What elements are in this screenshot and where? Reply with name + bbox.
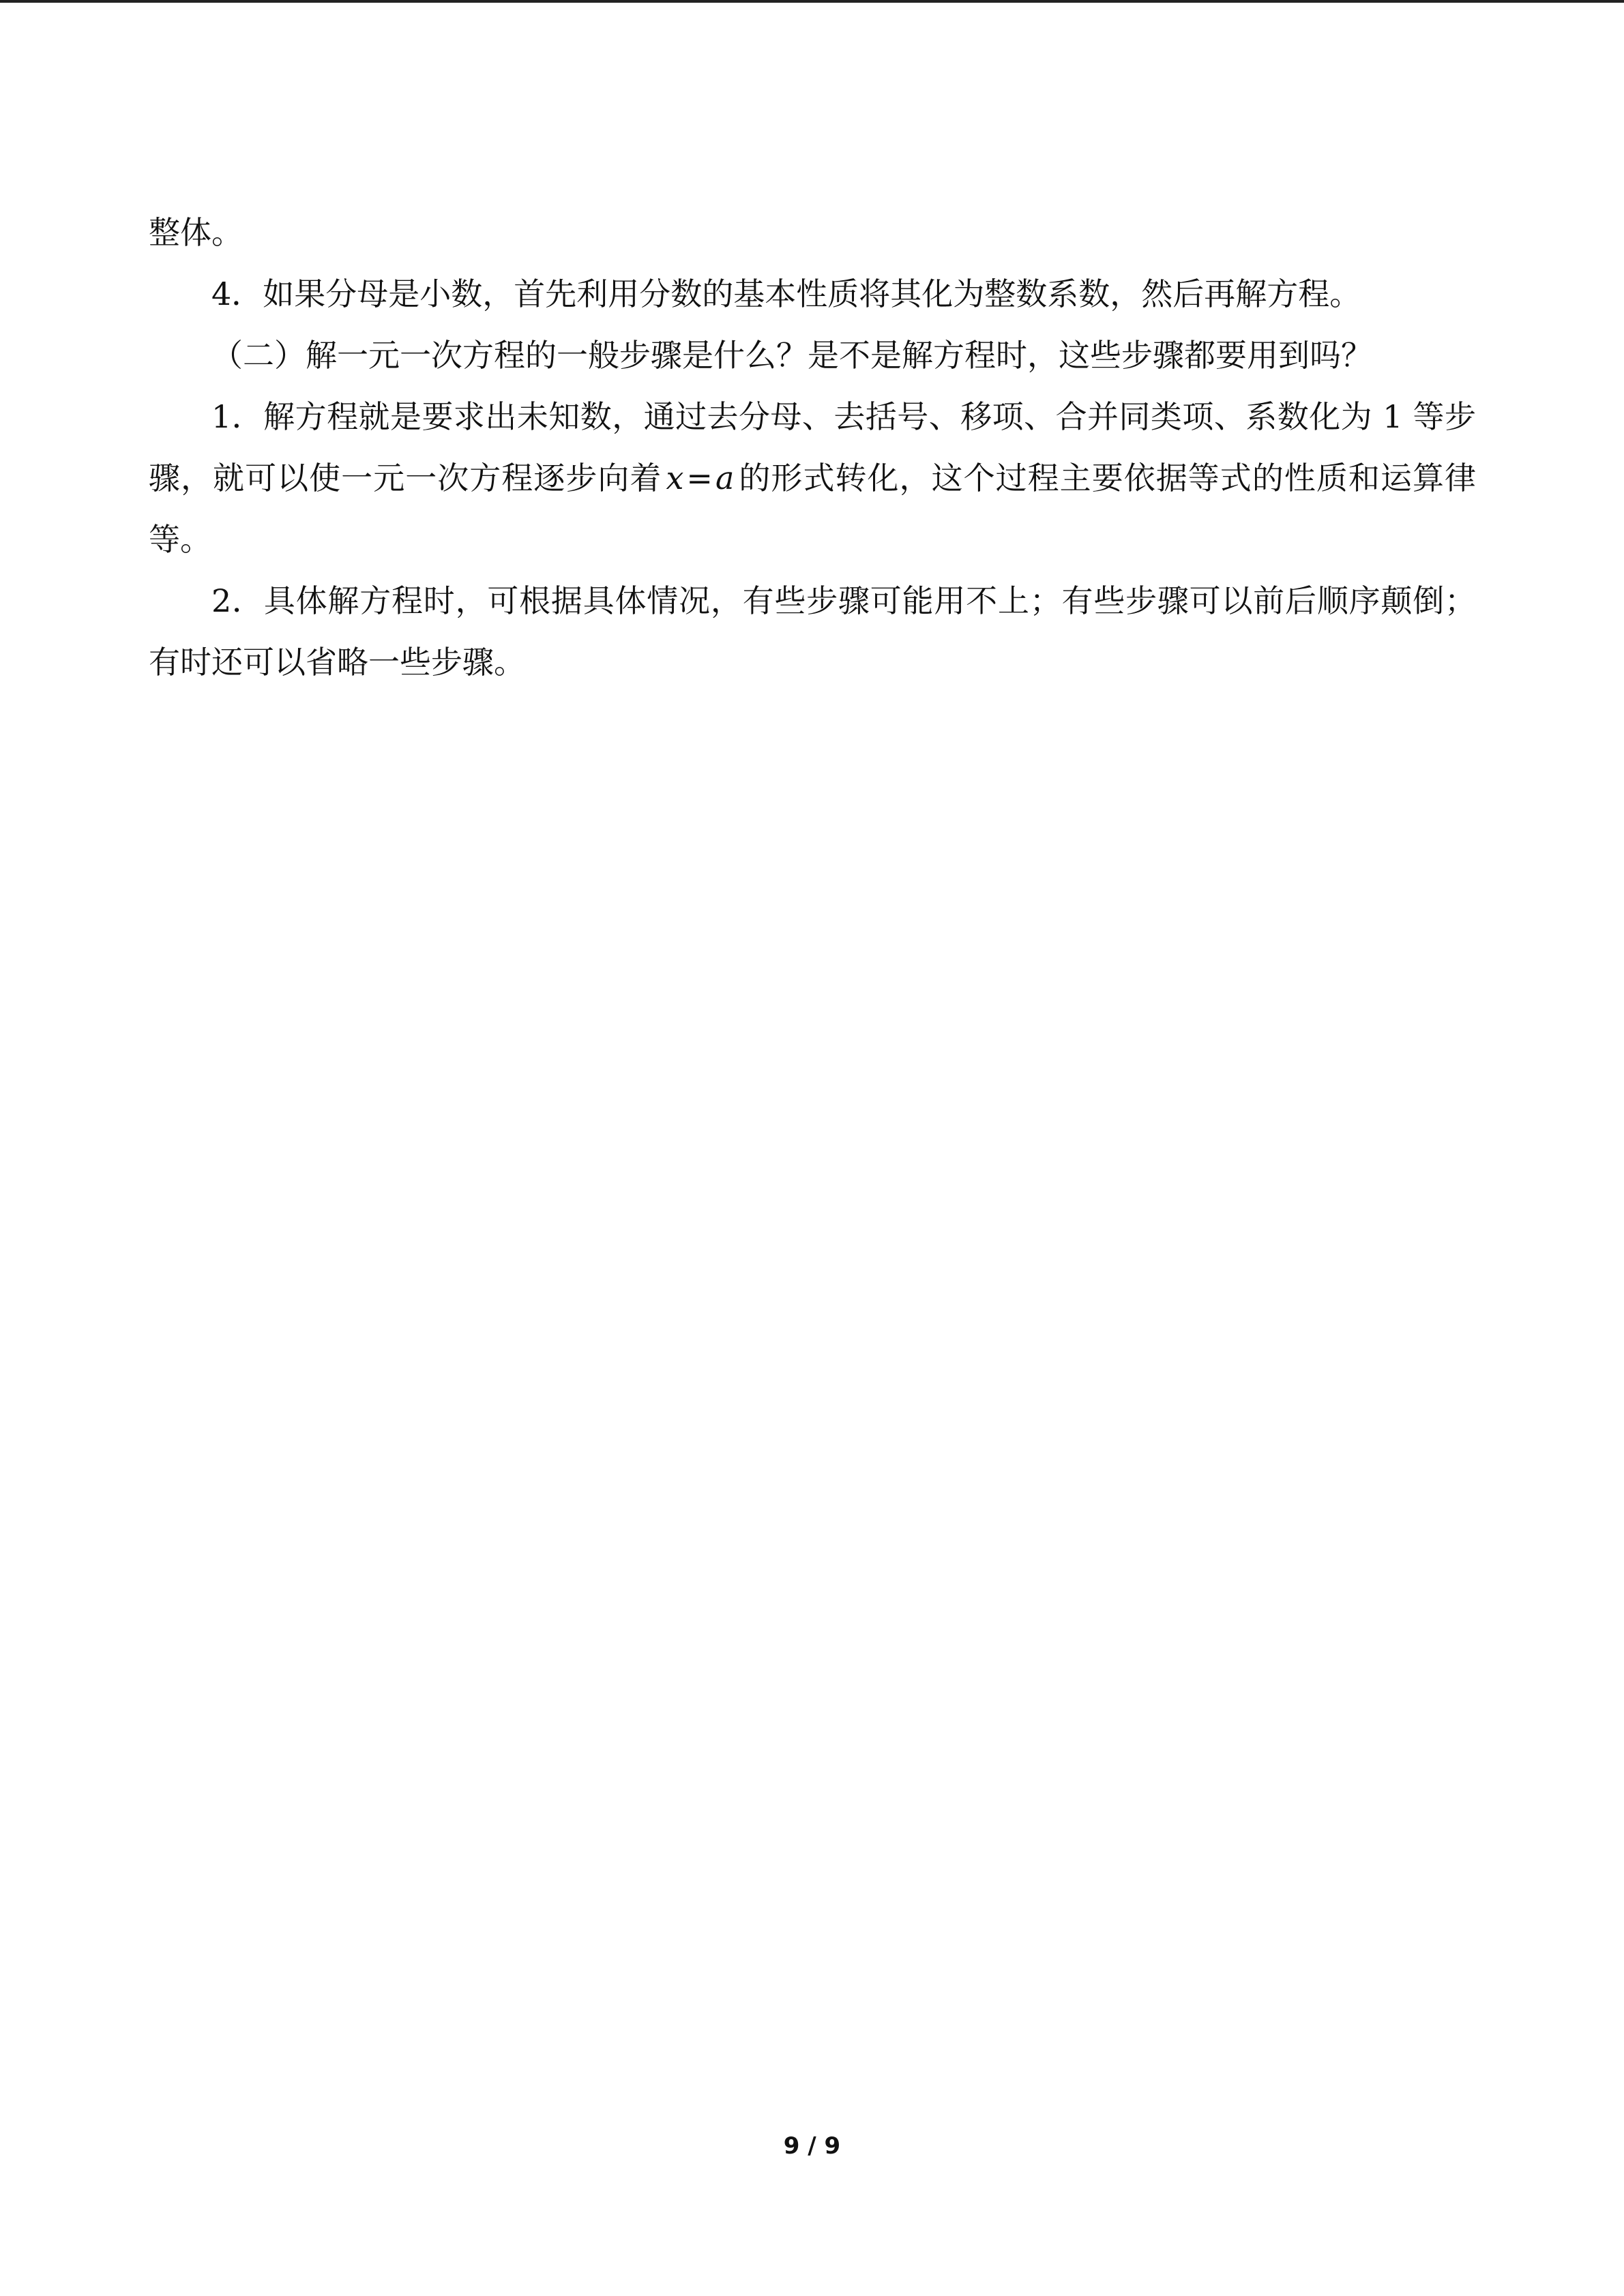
equation-variable-a: a <box>715 460 735 496</box>
page-top-border <box>0 0 1624 3</box>
equation-equals-sign: = <box>686 460 713 496</box>
paragraph-item-2: 2．具体解方程时，可根据具体情况，有些步骤可能用不上；有些步骤可以前后顺序颠倒；有时还可以省略一些步骤。 <box>149 582 1476 681</box>
equation-variable-x: x <box>666 460 684 496</box>
paragraph-item-1-text-before: 1．解方程就是要求出未知数，通过去分母、去括号、移项、合并同类项、系数化为 1 等步骤，就可以使一元一次方程逐步向着 <box>149 398 1476 496</box>
paragraph-section-heading: （二）解一元一次方程的一般步骤是什么？是不是解方程时，这些步骤都要用到吗？ <box>211 337 1372 374</box>
paragraph-item-1 <box>149 386 1476 570</box>
equation-x-equals-a <box>662 460 738 496</box>
page-number: 9 / 9 <box>783 2132 841 2160</box>
paragraph-item-4: 4．如果分母是小数，首先利用分数的基本性质将其化为整数系数，然后再解方程。 <box>211 275 1361 312</box>
paragraph-continuation: 整体。 <box>149 214 243 251</box>
paragraph-item-1-text-after: 的形式转化，这个过程主要依据等式的性质和运算律等。 <box>149 460 1477 558</box>
document-body <box>149 202 1476 693</box>
